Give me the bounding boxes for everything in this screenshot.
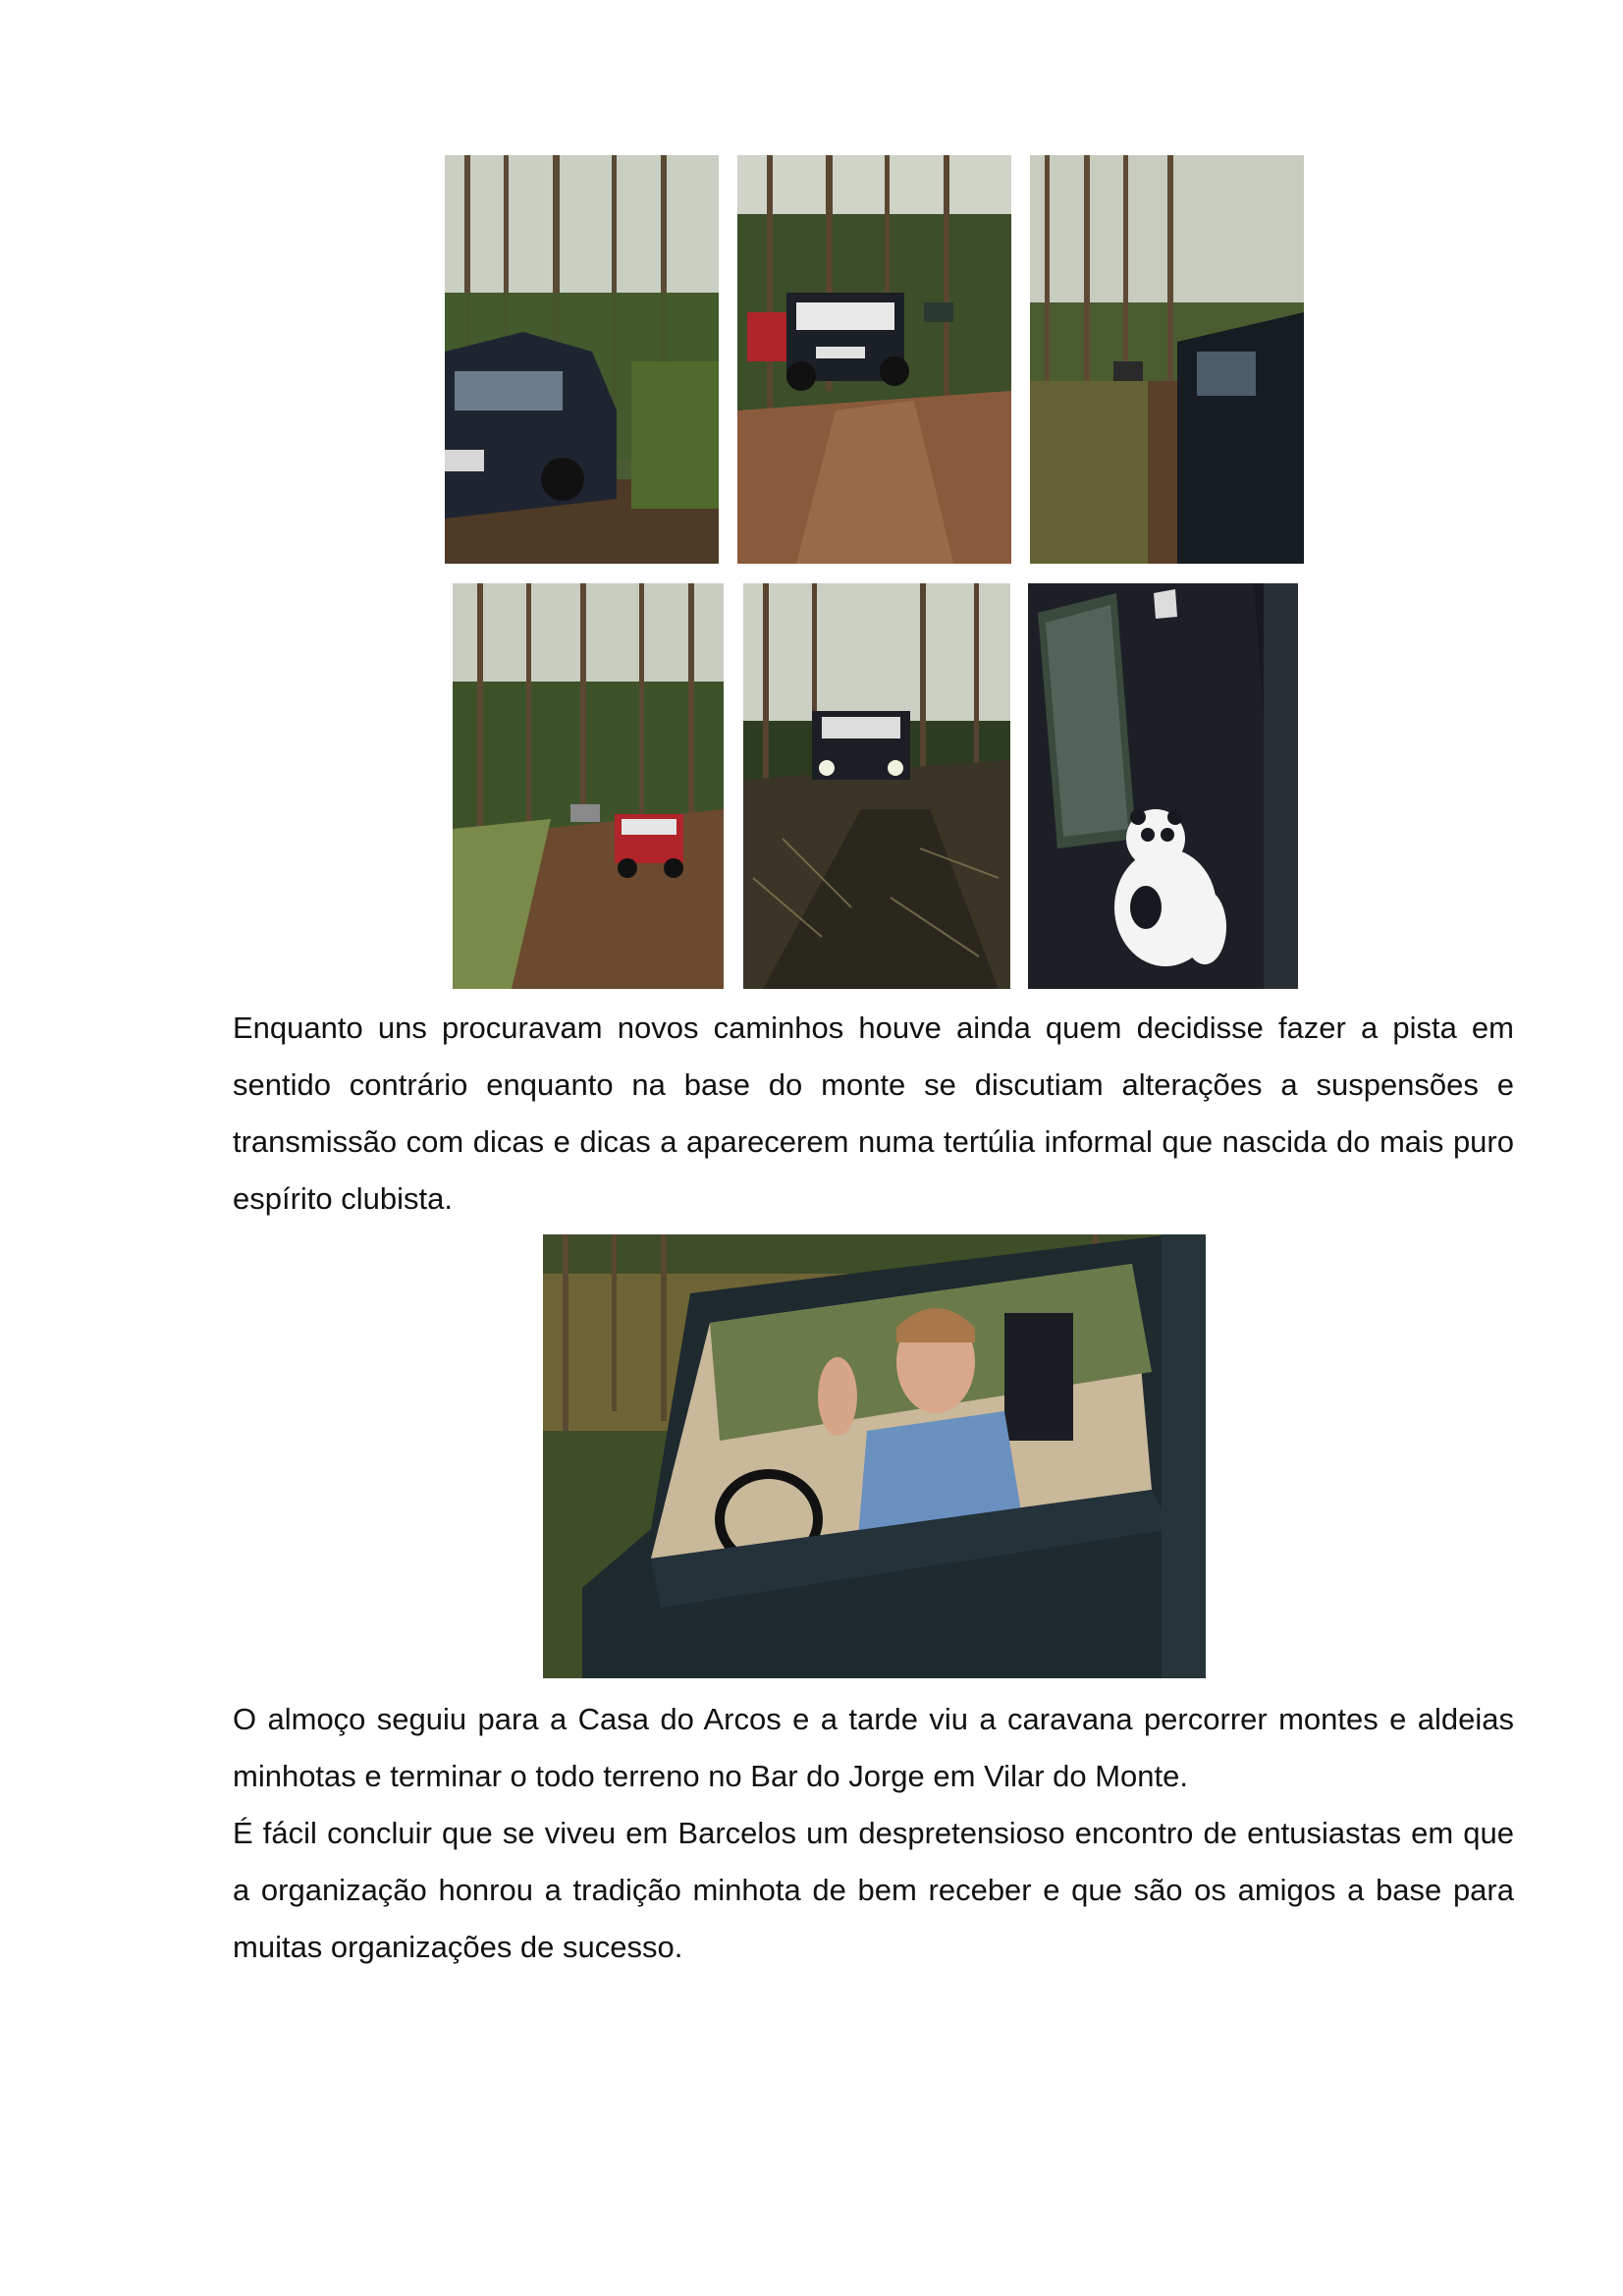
paragraph-conclusion: É fácil concluir que se viveu em Barcelos um despretensioso encontro de entusiastas em que a organização honrou a tradição minhota de bem receber e que são os amigos a base para muitas organizações de sucesso.: [233, 1816, 1514, 1964]
paragraph-lunch-afternoon: O almoço seguiu para a Casa do Arcos e a tarde viu a caravana percorrer montes e aldeias minhotas e terminar o todo terreno no Bar do Jorge em Vilar do Monte.: [233, 1702, 1514, 1793]
photo-jeep-descending: [743, 583, 1010, 989]
photo-red-jeep-front: [737, 155, 1011, 564]
photo-panda-sticker: [1028, 583, 1298, 989]
photo-forest-suv-climbing: [445, 155, 719, 564]
paragraph-trail-activities: Enquanto uns procuravam novos caminhos houve ainda quem decidisse fazer a pista em sentido contrário enquanto na base do monte se discutiam alterações a suspensões e transmissão com dicas e dicas a aparecerem numa tertúlia informal que nascida do mais puro espírito clubista.: [233, 1011, 1514, 1216]
photo-dark-car-side: [1030, 155, 1304, 564]
photo-driver-window: [543, 1234, 1206, 1678]
photo-red-car-trail: [453, 583, 724, 989]
